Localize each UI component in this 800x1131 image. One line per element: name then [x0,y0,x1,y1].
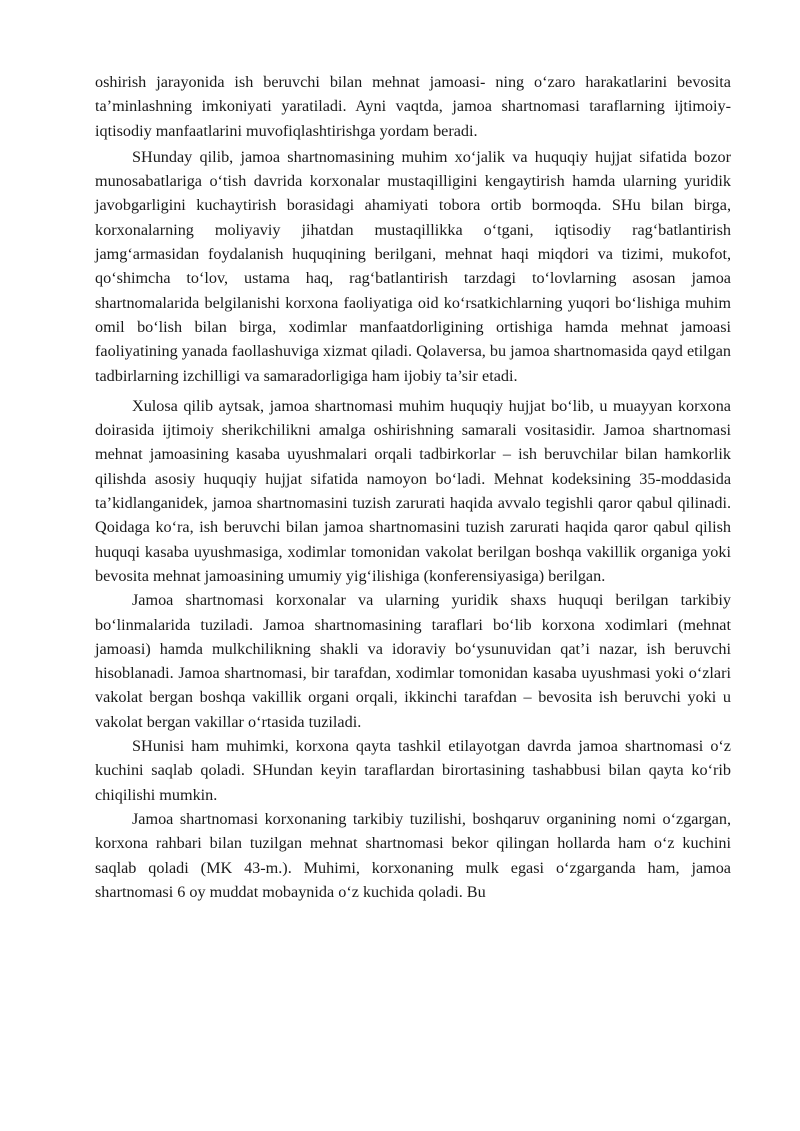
paragraph-xulosa: Xulosa qilib aytsak, jamoa shartnomasi muhim huquqiy hujjat bo‘lib, u muayyan korxona doirasida ijtimoiy sherikchilikni amalga oshirishning samarali vositasidir. Jamoa shartnomasi mehnat jamoasining kasaba uyushmalari orqali tadbirkorlar – ish beruvchilar bilan hamkorlik qilishda asosiy huquqiy hujjat sifatida namoyon bo‘ladi. Mehnat kodeksining 35-moddasida ta’kidlanganidek, jamoa shartnomasini tuzish zarurati haqida avvalo tegishli qaror qabul qilinadi. Qoidaga ko‘ra, ish beruvchi bilan jamoa shartnomasini tuzish zarurati haqida qaror qabul qilish huquqi kasaba uyushmasiga, xodimlar tomonidan vakolat berilgan boshqa vakillik organiga yoki bevosita mehnat jamoasining umumiy yig‘ilishiga (konferensiyasiga) berilgan. [95,396,731,585]
paragraph-qayta-tashkil: SHunisi ham muhimki, korxona qayta tashkil etilayotgan davrda jamoa shartnomasi o‘z kuchini saqlab qoladi. SHundan keyin taraflardan birortasining tashabbusi bilan qayta ko‘rib chiqilishi mumkin. [95,737,731,804]
paragraph-shunday-qilib: SHunday qilib, jamoa shartnomasining muhim xo‘jalik va huquqiy hujjat sifatida bozor munosabatlariga o‘tish davrida korxonalar mustaqilligini kengaytirish hamda ularning yuridik javobgarligini kuchaytirish borasidagi ahamiyati tobora ortib bormoqda. SHu bilan birga, korxonalarning moliyaviy jihatdan mustaqillikka o‘tgani, iqtisodiy rag‘batlantirish jamg‘armasidan foydalanish huquqining berilgani, mehnat haqi miqdori va tizimi, mukofot, qo‘shimcha to‘lov, ustama haq, rag‘batlantirish tarzdagi to‘lovlarning asosan jamoa shartnomalarida belgilanishi korxona faoliyatiga oid ko‘rsatkichlarning yuqori bo‘lishiga muhim omil bo‘lish bilan birga, xodimlar manfaatdorligining ortishiga hamda mehnat jamoasi faoliyatining yanada faollashuviga xizmat qiladi. Qolaversa, bu jamoa shartnomasida qayd etilgan tadbirlarning izchilligi va samaradorligiga ham ijobiy ta’sir etadi. [95,147,731,385]
paragraph-tuzilishi: Jamoa shartnomasi korxonalar va ularning yuridik shaxs huquqi berilgan tarkibiy bo‘linmalarida tuziladi. Jamoa shartnomasining taraflari bo‘lib korxona xodimlari (mehnat jamoasi) hamda mulkchilikning shakli va idoraviy bo‘ysunuvidan qat’i nazar, ish beruvchi hisoblanadi. Jamoa shartnomasi, bir tarafdan, xodimlar tomonidan kasaba uyushmasi yoki o‘zlari vakolat bergan boshqa vakillik organi orqali, ikkinchi tarafdan – bevosita ish beruvchi yoki u vakolat bergan vakillar o‘rtasida tuziladi. [95,591,731,731]
paragraph-continuation: oshirish jarayonida ish beruvchi bilan mehnat jamoasi- ning o‘zaro harakatlarini bevosita ta’minlashning imkoniyati yaratiladi. Ayni vaqtda, jamoa shartnomasi taraflarning ijtimoiy- iqtisodiy manfaatlarini muvofiqlashtirishga yordam beradi. [95,73,731,140]
paragraph-kuchini-saqlash: Jamoa shartnomasi korxonaning tarkibiy tuzilishi, boshqaruv organining nomi o‘zgargan, korxona rahbari bilan tuzilgan mehnat shartnomasi bekor qilingan hollarda ham o‘z kuchini saqlab qoladi (MK 43-m.). Muhimi, korxonaning mulk egasi o‘zgarganda ham, jamoa shartnomasi 6 oy muddat mobaynida o‘z kuchida qoladi. Bu [95,809,731,901]
document-body [95,70,731,904]
